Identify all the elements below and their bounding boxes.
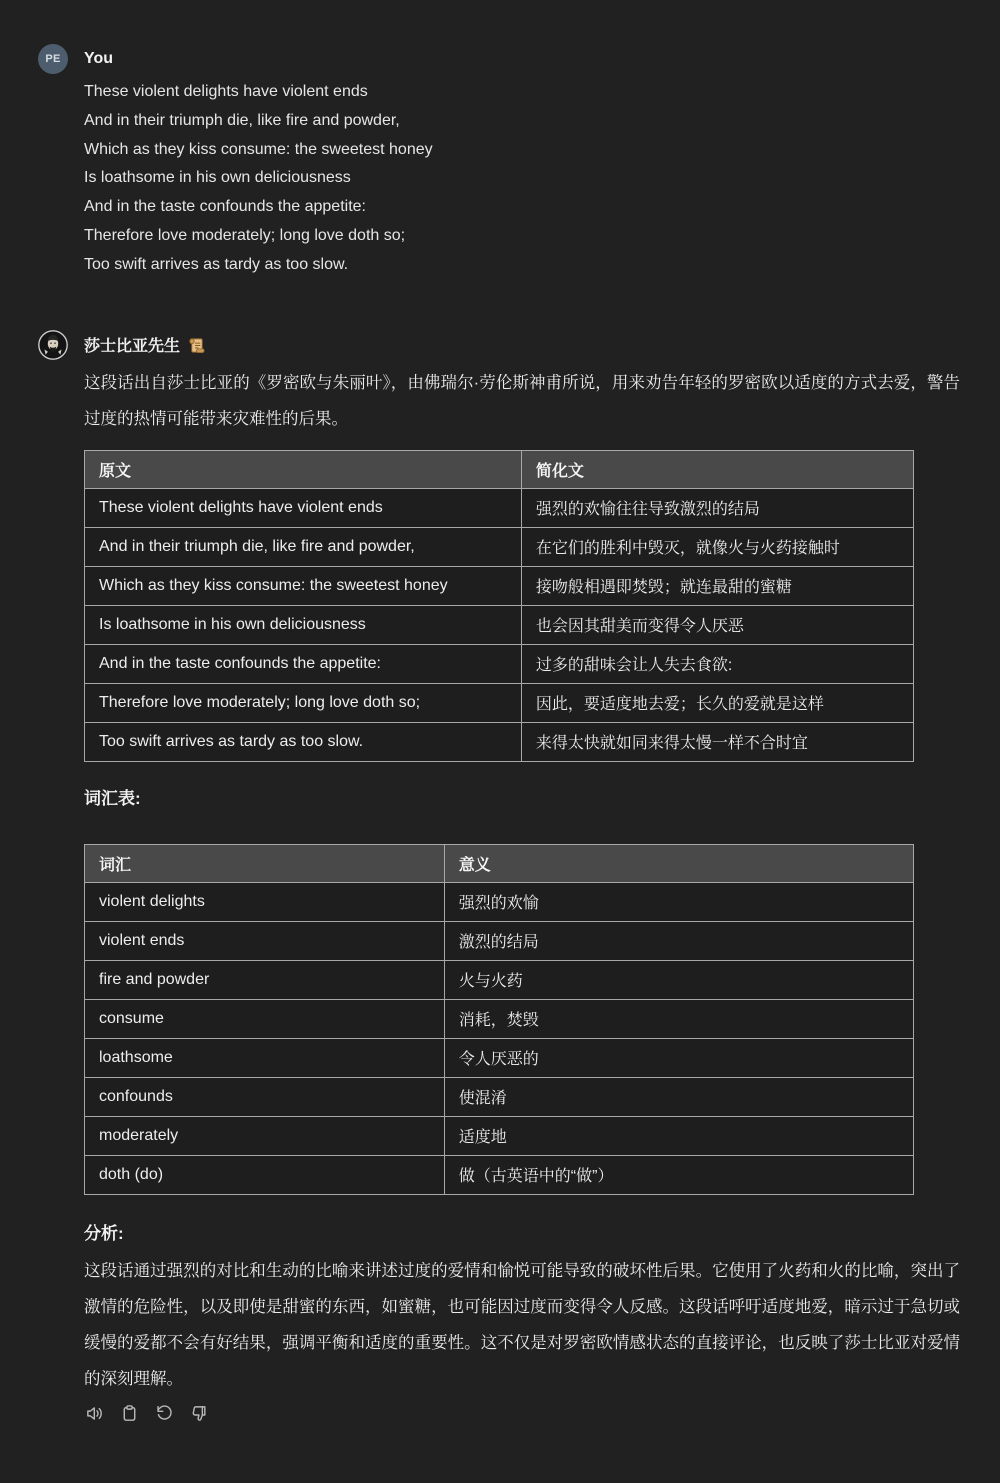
- user-message: [38, 44, 960, 280]
- word-cell: doth (do): [85, 1155, 445, 1194]
- meaning-cell: 消耗，焚毁: [444, 999, 913, 1038]
- word-cell: moderately: [85, 1116, 445, 1155]
- original-cell: Is loathsome in his own deliciousness: [85, 605, 522, 644]
- meaning-cell: 做（古英语中的“做”）: [444, 1155, 913, 1194]
- user-avatar: [38, 44, 68, 74]
- simplified-cell: 也会因其甜美而变得令人厌恶: [521, 605, 913, 644]
- analysis-paragraph: 这段话通过强烈的对比和生动的比喻来讲述过度的爱情和愉悦可能导致的破坏性后果。它使用了火药和火的比喻，突出了激情的危险性，以及即使是甜蜜的东西，如蜜糖，也可能因过度而变得令人反感。这段话呼吁适度地爱，暗示过于急切或缓慢的爱都不会有好结果，强调平衡和适度的重要性。这不仅是对罗密欧情感状态的直接评论，也反映了莎士比亚对爱情的深刻理解。: [84, 1261, 960, 1388]
- simplified-cell: 接吻般相遇即焚毁；就连最甜的蜜糖: [521, 566, 913, 605]
- user-message-content: [84, 44, 960, 280]
- meaning-cell: 令人厌恶的: [444, 1038, 913, 1077]
- table-row: [85, 605, 914, 644]
- original-cell: These violent delights have violent ends: [85, 488, 522, 527]
- original-cell: Which as they kiss consume: the sweetest honey: [85, 566, 522, 605]
- quote-line: Too swift arrives as tardy as too slow.: [84, 255, 349, 273]
- table-row: [85, 1038, 914, 1077]
- table-row: [85, 488, 914, 527]
- rotate-ccw-icon: [155, 1404, 174, 1423]
- speaker-icon: [85, 1404, 104, 1423]
- simplified-cell: 在它们的胜利中毁灭，就像火与火药接触时: [521, 527, 913, 566]
- table-row: [85, 683, 914, 722]
- word-cell: confounds: [85, 1077, 445, 1116]
- assistant-avatar: [38, 330, 68, 360]
- shakespeare-portrait-icon: [38, 330, 68, 360]
- table-row: [85, 566, 914, 605]
- read-aloud-button[interactable]: [84, 1404, 104, 1424]
- original-cell: And in the taste confounds the appetite:: [85, 644, 522, 683]
- table-row: [85, 1116, 914, 1155]
- word-cell: consume: [85, 999, 445, 1038]
- simplified-cell: 强烈的欢愉往往导致激烈的结局: [521, 488, 913, 527]
- clipboard-icon: [120, 1404, 139, 1423]
- column-header: 词汇: [85, 844, 445, 882]
- table-header-row: [85, 844, 914, 882]
- assistant-author-name: 莎士比亚先生: [84, 338, 181, 356]
- simplified-cell: 过多的甜味会让人失去食欲:: [521, 644, 913, 683]
- translation-table: [84, 450, 914, 762]
- scroll-icon: [188, 337, 205, 354]
- word-cell: fire and powder: [85, 960, 445, 999]
- user-author-name: You: [84, 50, 114, 67]
- message-toolbar: [84, 1404, 960, 1424]
- column-header: 原文: [85, 450, 522, 488]
- user-author-row: [84, 44, 960, 74]
- table-row: [85, 1155, 914, 1194]
- simplified-cell: 因此，要适度地去爱；长久的爱就是这样: [521, 683, 913, 722]
- user-quote: [84, 78, 960, 280]
- table-row: [85, 882, 914, 921]
- thumbs-down-icon: [190, 1404, 209, 1423]
- table-row: [85, 1077, 914, 1116]
- vocab-table: [84, 844, 914, 1195]
- assistant-author-row: [84, 330, 960, 360]
- table-row: [85, 999, 914, 1038]
- user-avatar-initials: PE: [45, 53, 61, 65]
- quote-line: Therefore love moderately; long love doth so;: [84, 226, 406, 244]
- table-row: [85, 921, 914, 960]
- original-cell: Too swift arrives as tardy as too slow.: [85, 722, 522, 761]
- meaning-cell: 适度地: [444, 1116, 913, 1155]
- copy-button[interactable]: [119, 1404, 139, 1424]
- word-cell: violent delights: [85, 882, 445, 921]
- simplified-cell: 来得太快就如同来得太慢一样不合时宜: [521, 722, 913, 761]
- table-row: [85, 644, 914, 683]
- assistant-message-content: [84, 330, 960, 1424]
- analysis-heading: 分析:: [84, 1223, 124, 1243]
- table-row: [85, 527, 914, 566]
- assistant-intro: 这段话出自莎士比亚的《罗密欧与朱丽叶》，由佛瑞尔·劳伦斯神甫所说，用来劝告年轻的罗密欧以适度的方式去爱，警告过度的热情可能带来灾难性的后果。: [84, 373, 960, 428]
- quote-line: Which as they kiss consume: the sweetest honey: [84, 140, 433, 158]
- table-header-row: [85, 450, 914, 488]
- table-row: [85, 722, 914, 761]
- meaning-cell: 激烈的结局: [444, 921, 913, 960]
- assistant-message: [38, 330, 960, 1424]
- word-cell: loathsome: [85, 1038, 445, 1077]
- original-cell: Therefore love moderately; long love doth so;: [85, 683, 522, 722]
- thumbs-down-button[interactable]: [189, 1404, 209, 1424]
- word-cell: violent ends: [85, 921, 445, 960]
- quote-line: And in their triumph die, like fire and powder,: [84, 111, 400, 129]
- meaning-cell: 使混淆: [444, 1077, 913, 1116]
- quote-line: Is loathsome in his own deliciousness: [84, 169, 351, 187]
- quote-line: And in the taste confounds the appetite:: [84, 198, 366, 216]
- regenerate-button[interactable]: [154, 1404, 174, 1424]
- column-header: 意义: [444, 844, 913, 882]
- table-row: [85, 960, 914, 999]
- quote-line: These violent delights have violent ends: [84, 83, 368, 100]
- original-cell: And in their triumph die, like fire and powder,: [85, 527, 522, 566]
- column-header: 简化文: [521, 450, 913, 488]
- meaning-cell: 火与火药: [444, 960, 913, 999]
- meaning-cell: 强烈的欢愉: [444, 882, 913, 921]
- vocab-heading: 词汇表:: [84, 788, 141, 808]
